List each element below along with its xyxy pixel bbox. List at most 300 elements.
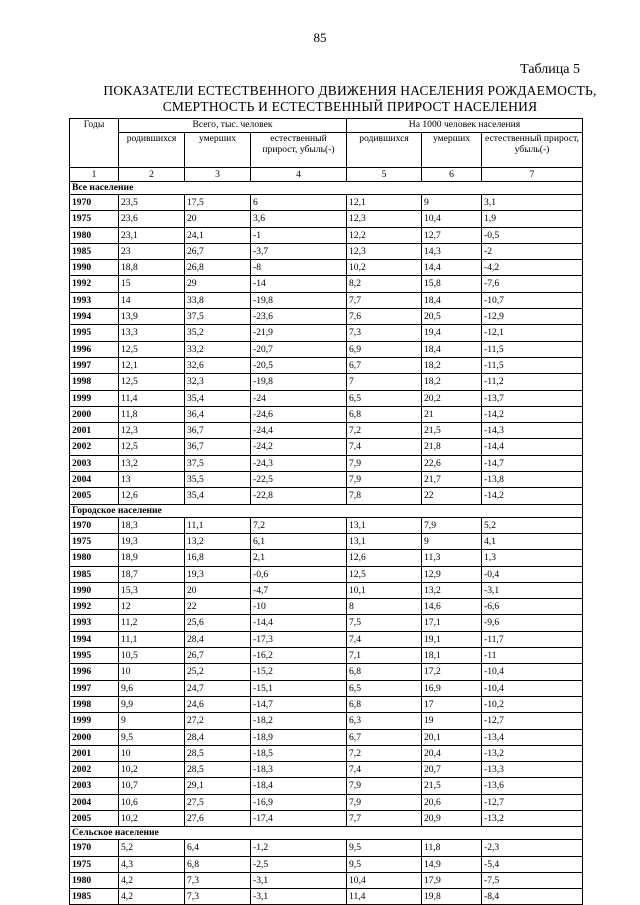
value-cell: 12,3 [119, 423, 185, 439]
table-row [70, 276, 583, 292]
value-cell: 18,8 [119, 260, 185, 276]
value-cell: 10,2 [119, 810, 185, 826]
value-cell: 37,5 [185, 309, 251, 325]
table-row [70, 292, 583, 308]
value-cell: 9,5 [119, 729, 185, 745]
value-cell: -13,3 [482, 762, 583, 778]
table-row [70, 582, 583, 598]
year-cell: 1975 [70, 533, 119, 549]
value-cell: 12,3 [347, 243, 422, 259]
value-cell: 11,3 [422, 550, 482, 566]
value-cell: 6,5 [347, 680, 422, 696]
value-cell: 13 [119, 472, 185, 488]
year-cell: 1995 [70, 325, 119, 341]
value-cell: 11,1 [185, 517, 251, 533]
value-cell: -12,7 [482, 794, 583, 810]
statistics-table [69, 118, 583, 905]
value-cell: 13,2 [185, 533, 251, 549]
year-cell: 1985 [70, 566, 119, 582]
value-cell: 4,1 [482, 533, 583, 549]
year-cell: 1996 [70, 664, 119, 680]
value-cell: 32,3 [185, 374, 251, 390]
value-cell: 5,2 [482, 517, 583, 533]
value-cell: 26,7 [185, 243, 251, 259]
column-number: 1 [70, 168, 119, 182]
column-number: 6 [422, 168, 482, 182]
value-cell: -16,9 [251, 794, 347, 810]
table-row [70, 260, 583, 276]
table-row [70, 517, 583, 533]
value-cell: -10,2 [482, 696, 583, 712]
value-cell: 32,6 [185, 357, 251, 373]
value-cell: 28,5 [185, 762, 251, 778]
value-cell: -1,2 [251, 840, 347, 856]
year-cell: 1995 [70, 648, 119, 664]
year-cell: 1975 [70, 856, 119, 872]
value-cell: 27,6 [185, 810, 251, 826]
value-cell: 18,7 [119, 566, 185, 582]
year-cell: 2005 [70, 810, 119, 826]
year-cell: 1997 [70, 357, 119, 373]
value-cell: 25,6 [185, 615, 251, 631]
value-cell: 29,1 [185, 778, 251, 794]
value-cell: -21,9 [251, 325, 347, 341]
value-cell: 19,8 [422, 889, 482, 905]
year-cell: 2000 [70, 729, 119, 745]
value-cell: 7,4 [347, 631, 422, 647]
value-cell: -24,4 [251, 423, 347, 439]
value-cell: -12,7 [482, 713, 583, 729]
value-cell: 22 [422, 488, 482, 504]
value-cell: 11,1 [119, 631, 185, 647]
value-cell: -16,2 [251, 648, 347, 664]
value-cell: 15 [119, 276, 185, 292]
table-row [70, 810, 583, 826]
value-cell: 36,7 [185, 439, 251, 455]
value-cell: -24,2 [251, 439, 347, 455]
table-row [70, 550, 583, 566]
value-cell: 6,8 [185, 856, 251, 872]
value-cell: 7,6 [347, 309, 422, 325]
value-cell: 4,2 [119, 889, 185, 905]
value-cell: 28,5 [185, 745, 251, 761]
group-label: Все население [70, 182, 583, 195]
value-cell: -14 [251, 276, 347, 292]
value-cell: -14,7 [482, 455, 583, 471]
year-cell: 2003 [70, 455, 119, 471]
year-cell: 1992 [70, 599, 119, 615]
value-cell: 20,7 [422, 762, 482, 778]
value-cell: 25,2 [185, 664, 251, 680]
group-label: Городское население [70, 504, 583, 517]
value-cell: 12,3 [347, 211, 422, 227]
year-cell: 1985 [70, 889, 119, 905]
value-cell: 23,6 [119, 211, 185, 227]
table-row [70, 566, 583, 582]
value-cell: 19,1 [422, 631, 482, 647]
group-label: Сельское население [70, 827, 583, 840]
value-cell: -2,5 [251, 856, 347, 872]
year-cell: 1970 [70, 517, 119, 533]
value-cell: -14,4 [251, 615, 347, 631]
value-cell: 7,9 [422, 517, 482, 533]
year-cell: 1997 [70, 680, 119, 696]
value-cell: 7,2 [347, 745, 422, 761]
value-cell: 19,3 [119, 533, 185, 549]
value-cell: 21 [422, 406, 482, 422]
value-cell: -13,2 [482, 745, 583, 761]
table-row [70, 599, 583, 615]
value-cell: -14,3 [482, 423, 583, 439]
value-cell: 7,3 [185, 889, 251, 905]
table-body [70, 182, 583, 905]
value-cell: 10,5 [119, 648, 185, 664]
table-row [70, 889, 583, 905]
value-cell: -13,7 [482, 390, 583, 406]
value-cell: -11 [482, 648, 583, 664]
value-cell: 7,7 [347, 810, 422, 826]
value-cell: 11,4 [119, 390, 185, 406]
year-cell: 1980 [70, 550, 119, 566]
column-number: 5 [347, 168, 422, 182]
value-cell: 37,5 [185, 455, 251, 471]
value-cell: 1,3 [482, 550, 583, 566]
header-born-per1000: родившихся [347, 133, 422, 168]
header-died: умерших [185, 133, 251, 168]
value-cell: 13,2 [119, 455, 185, 471]
value-cell: -6,6 [482, 599, 583, 615]
value-cell: 27,5 [185, 794, 251, 810]
column-number: 7 [482, 168, 583, 182]
value-cell: 17,1 [422, 615, 482, 631]
value-cell: 6,5 [347, 390, 422, 406]
value-cell: -0,5 [482, 227, 583, 243]
value-cell: 12,1 [347, 195, 422, 211]
value-cell: 28,4 [185, 631, 251, 647]
value-cell: -14,7 [251, 696, 347, 712]
value-cell: -13,8 [482, 472, 583, 488]
value-cell: 12,5 [347, 566, 422, 582]
value-cell: 20,4 [422, 745, 482, 761]
value-cell: -24,3 [251, 455, 347, 471]
value-cell: 9 [422, 195, 482, 211]
table-title [70, 83, 630, 115]
year-cell: 1980 [70, 872, 119, 888]
value-cell: 7,4 [347, 762, 422, 778]
page-number: 85 [313, 30, 327, 45]
value-cell: 7,1 [347, 648, 422, 664]
value-cell: 20 [185, 211, 251, 227]
value-cell: 24,1 [185, 227, 251, 243]
table-row [70, 648, 583, 664]
table-row [70, 745, 583, 761]
value-cell: -22,5 [251, 472, 347, 488]
value-cell: -15,2 [251, 664, 347, 680]
value-cell: 23 [119, 243, 185, 259]
value-cell: -11,5 [482, 341, 583, 357]
year-cell: 1990 [70, 582, 119, 598]
value-cell: 33,8 [185, 292, 251, 308]
value-cell: 11,4 [347, 889, 422, 905]
year-cell: 2002 [70, 762, 119, 778]
title-line-2: СМЕРТНОСТЬ И ЕСТЕСТВЕННЫЙ ПРИРОСТ НАСЕЛЕНИЯ [162, 99, 538, 114]
table-row [70, 762, 583, 778]
table-row [70, 357, 583, 373]
value-cell: 23,5 [119, 195, 185, 211]
value-cell: 10,2 [119, 762, 185, 778]
value-cell: -18,9 [251, 729, 347, 745]
value-cell: 12,6 [347, 550, 422, 566]
value-cell: 29 [185, 276, 251, 292]
value-cell: 19 [422, 713, 482, 729]
value-cell: -12,9 [482, 309, 583, 325]
year-cell: 2002 [70, 439, 119, 455]
table-row [70, 794, 583, 810]
value-cell: 10,7 [119, 778, 185, 794]
value-cell: -20,7 [251, 341, 347, 357]
header-died-per1000: умерших [422, 133, 482, 168]
value-cell: -23,6 [251, 309, 347, 325]
value-cell: -4,7 [251, 582, 347, 598]
value-cell: 9,9 [119, 696, 185, 712]
value-cell: -2,3 [482, 840, 583, 856]
value-cell: 13,1 [347, 517, 422, 533]
value-cell: 10,6 [119, 794, 185, 810]
table-row [70, 439, 583, 455]
table-row [70, 243, 583, 259]
value-cell: 13,1 [347, 533, 422, 549]
group-header-row [70, 827, 583, 840]
table-row [70, 664, 583, 680]
value-cell: 18,4 [422, 341, 482, 357]
value-cell: 10,4 [347, 872, 422, 888]
value-cell: 12,6 [119, 488, 185, 504]
value-cell: 17,5 [185, 195, 251, 211]
value-cell: 22,6 [422, 455, 482, 471]
table-label: Таблица 5 [520, 62, 580, 77]
value-cell: 9,5 [347, 856, 422, 872]
year-cell: 1970 [70, 195, 119, 211]
table-row [70, 325, 583, 341]
value-cell: 18,2 [422, 357, 482, 373]
value-cell: -14,2 [482, 406, 583, 422]
value-cell: 36,7 [185, 423, 251, 439]
value-cell: 6 [251, 195, 347, 211]
table-row [70, 195, 583, 211]
value-cell: -10,4 [482, 664, 583, 680]
value-cell: 21,5 [422, 778, 482, 794]
value-cell: 7,7 [347, 292, 422, 308]
value-cell: 20,1 [422, 729, 482, 745]
year-cell: 1992 [70, 276, 119, 292]
value-cell: 6,3 [347, 713, 422, 729]
value-cell: -12,1 [482, 325, 583, 341]
value-cell: 21,5 [422, 423, 482, 439]
value-cell: 11,8 [119, 406, 185, 422]
table-row [70, 615, 583, 631]
value-cell: 21,7 [422, 472, 482, 488]
value-cell: 12,9 [422, 566, 482, 582]
value-cell: 7,5 [347, 615, 422, 631]
table-row [70, 872, 583, 888]
value-cell: 11,2 [119, 615, 185, 631]
value-cell: -7,5 [482, 872, 583, 888]
value-cell: 7,3 [347, 325, 422, 341]
value-cell: -11,2 [482, 374, 583, 390]
value-cell: 7,8 [347, 488, 422, 504]
value-cell: -10,4 [482, 680, 583, 696]
year-cell: 1993 [70, 615, 119, 631]
value-cell: 15,8 [422, 276, 482, 292]
value-cell: -17,4 [251, 810, 347, 826]
header-natural-per1000: естественный прирост, убыль(-) [482, 133, 583, 168]
value-cell: -24,6 [251, 406, 347, 422]
value-cell: 3,1 [482, 195, 583, 211]
column-number-row [70, 168, 583, 182]
value-cell: 14,4 [422, 260, 482, 276]
value-cell: -3,1 [251, 872, 347, 888]
value-cell: 9 [119, 713, 185, 729]
value-cell: -17,3 [251, 631, 347, 647]
value-cell: 13,2 [422, 582, 482, 598]
value-cell: -0,4 [482, 566, 583, 582]
value-cell: -11,7 [482, 631, 583, 647]
value-cell: 14,6 [422, 599, 482, 615]
year-cell: 2003 [70, 778, 119, 794]
year-cell: 1975 [70, 211, 119, 227]
value-cell: 8,2 [347, 276, 422, 292]
table-row [70, 341, 583, 357]
header-born: родившихся [119, 133, 185, 168]
value-cell: -1 [251, 227, 347, 243]
value-cell: 20,6 [422, 794, 482, 810]
value-cell: -8 [251, 260, 347, 276]
table-row [70, 696, 583, 712]
value-cell: 13,3 [119, 325, 185, 341]
value-cell: 6,9 [347, 341, 422, 357]
group-header-row [70, 504, 583, 517]
value-cell: -14,4 [482, 439, 583, 455]
table-row [70, 778, 583, 794]
year-cell: 1999 [70, 713, 119, 729]
value-cell: 7,3 [185, 872, 251, 888]
value-cell: 17 [422, 696, 482, 712]
value-cell: -13,2 [482, 810, 583, 826]
value-cell: 12,2 [347, 227, 422, 243]
value-cell: 10 [119, 664, 185, 680]
value-cell: 9,6 [119, 680, 185, 696]
value-cell: 7 [347, 374, 422, 390]
year-cell: 2001 [70, 423, 119, 439]
year-cell: 1994 [70, 309, 119, 325]
value-cell: 18,3 [119, 517, 185, 533]
value-cell: 6,7 [347, 357, 422, 373]
value-cell: 11,8 [422, 840, 482, 856]
value-cell: -19,8 [251, 292, 347, 308]
value-cell: 18,1 [422, 648, 482, 664]
value-cell: 36,4 [185, 406, 251, 422]
value-cell: -11,5 [482, 357, 583, 373]
column-number: 4 [251, 168, 347, 182]
year-cell: 1985 [70, 243, 119, 259]
value-cell: 10,2 [347, 260, 422, 276]
value-cell: 3,6 [251, 211, 347, 227]
year-cell: 2001 [70, 745, 119, 761]
table-row [70, 390, 583, 406]
year-cell: 1994 [70, 631, 119, 647]
value-cell: 17,2 [422, 664, 482, 680]
value-cell: 18,2 [422, 374, 482, 390]
value-cell: 35,4 [185, 488, 251, 504]
value-cell: -18,4 [251, 778, 347, 794]
value-cell: 7,2 [251, 517, 347, 533]
value-cell: 5,2 [119, 840, 185, 856]
value-cell: 6,8 [347, 664, 422, 680]
value-cell: 21,8 [422, 439, 482, 455]
table-row [70, 211, 583, 227]
column-number: 3 [185, 168, 251, 182]
value-cell: 6,8 [347, 406, 422, 422]
value-cell: 12,1 [119, 357, 185, 373]
value-cell: 12 [119, 599, 185, 615]
value-cell: 23,1 [119, 227, 185, 243]
value-cell: -18,2 [251, 713, 347, 729]
value-cell: 27,2 [185, 713, 251, 729]
table-row [70, 406, 583, 422]
year-cell: 2005 [70, 488, 119, 504]
value-cell: -19,8 [251, 374, 347, 390]
value-cell: -2 [482, 243, 583, 259]
value-cell: 7,9 [347, 455, 422, 471]
year-cell: 2000 [70, 406, 119, 422]
year-cell: 2004 [70, 472, 119, 488]
value-cell: 17,9 [422, 872, 482, 888]
value-cell: 35,5 [185, 472, 251, 488]
value-cell: 16,8 [185, 550, 251, 566]
value-cell: 7,9 [347, 794, 422, 810]
table-row [70, 227, 583, 243]
value-cell: 12,7 [422, 227, 482, 243]
value-cell: 26,7 [185, 648, 251, 664]
table-row [70, 856, 583, 872]
table-row [70, 680, 583, 696]
header-per1000-group: На 1000 человек населения [347, 119, 583, 133]
value-cell: 14,9 [422, 856, 482, 872]
value-cell: 4,3 [119, 856, 185, 872]
value-cell: 24,7 [185, 680, 251, 696]
value-cell: -15,1 [251, 680, 347, 696]
value-cell: 28,4 [185, 729, 251, 745]
year-cell: 1998 [70, 696, 119, 712]
value-cell: -8,4 [482, 889, 583, 905]
value-cell: -14,2 [482, 488, 583, 504]
value-cell: 8 [347, 599, 422, 615]
table-row [70, 713, 583, 729]
year-cell: 1998 [70, 374, 119, 390]
year-cell: 1990 [70, 260, 119, 276]
value-cell: -13,6 [482, 778, 583, 794]
table-row [70, 455, 583, 471]
year-cell: 1996 [70, 341, 119, 357]
group-header-row [70, 182, 583, 195]
value-cell: -20,5 [251, 357, 347, 373]
value-cell: 13,9 [119, 309, 185, 325]
header-years: Годы [70, 119, 119, 168]
year-cell: 1980 [70, 227, 119, 243]
year-cell: 1999 [70, 390, 119, 406]
table-row [70, 533, 583, 549]
table-row [70, 374, 583, 390]
